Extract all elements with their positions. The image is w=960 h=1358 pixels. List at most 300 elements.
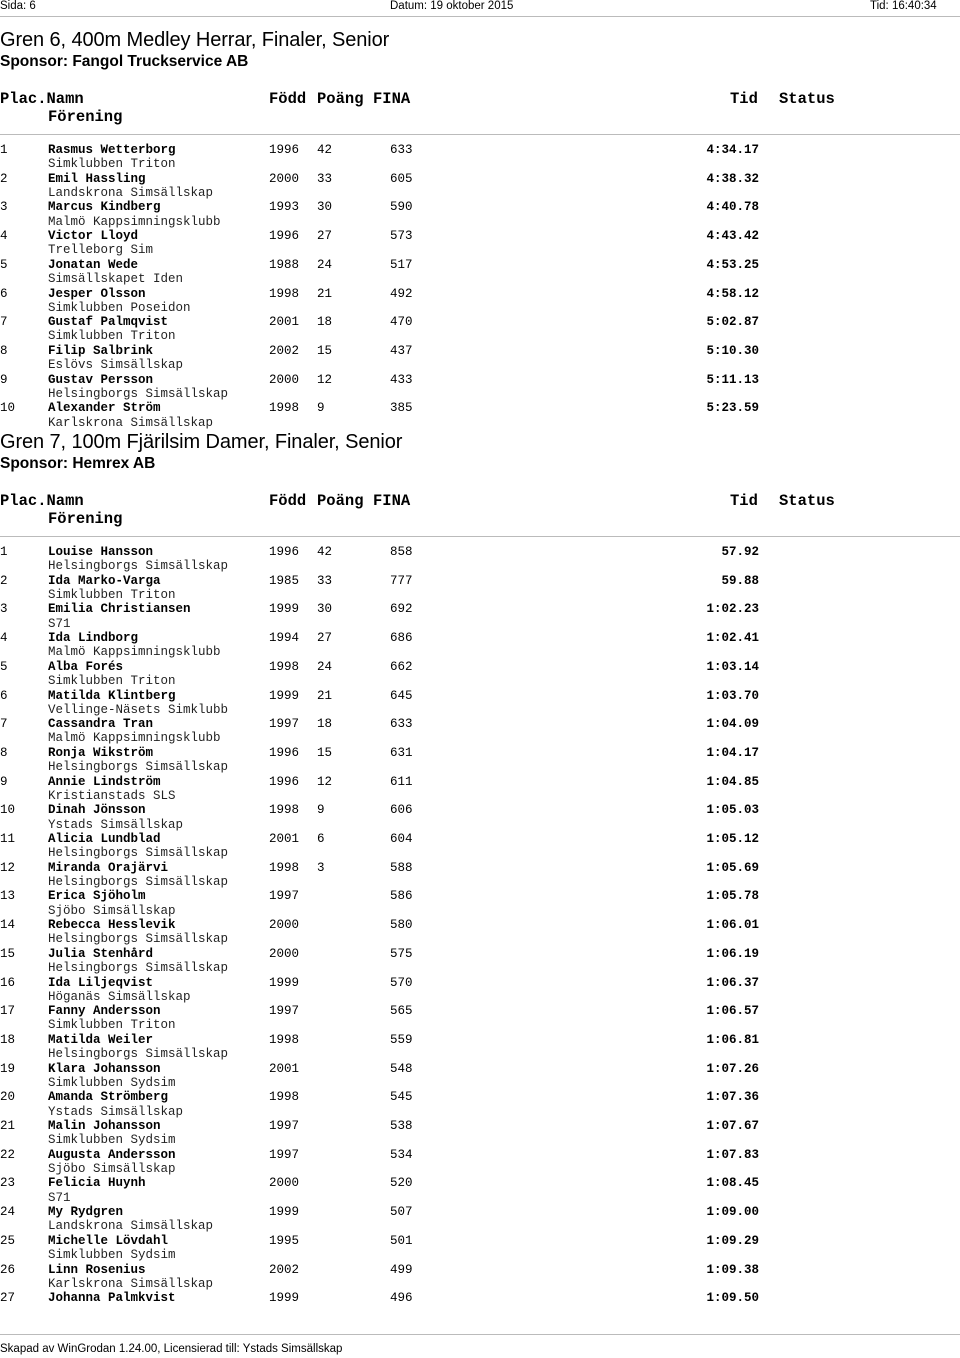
table-row [0,1291,960,1320]
club-name: Simsällskapet Iden [48,272,184,287]
club-name: Malmö Kappsimningsklubb [48,214,221,229]
birth-year-cell: 2002 [269,1262,300,1277]
place-cell: 4 [0,229,8,244]
time-cell: 5:23.59 [706,401,759,416]
swimmer-name: Rebecca Hesslevik [48,918,176,933]
club-name: Simklubben Poseidon [48,300,191,315]
time-cell: 1:09.50 [706,1291,759,1306]
table-row [0,200,960,229]
table-row [0,315,960,344]
swimmer-name: Ida Liljeqvist [48,975,154,990]
table-row [0,401,960,430]
place-cell: 2 [0,171,8,186]
col-poang: Poäng [317,492,364,510]
swimmer-name: Alicia Lundblad [48,832,161,846]
swimmer-name: Filip Salbrink [48,343,154,358]
fina-points-cell: 470 [390,315,413,330]
table-row [0,172,960,201]
birth-year-cell: 2000 [269,1176,300,1191]
table-row [0,574,960,603]
birth-year-cell: 1997 [269,1119,300,1133]
fina-points-cell: 507 [390,1205,413,1220]
place-cell: 1 [0,545,8,559]
birth-year-cell: 1998 [269,1032,300,1047]
swimmer-name: Jonatan Wede [48,257,139,272]
points-cell: 9 [317,803,325,818]
points-cell: 27 [317,229,333,244]
birth-year-cell: 1998 [269,659,300,674]
birth-year-cell: 1996 [269,545,300,559]
club-name: Helsingborgs Simsällskap [48,386,229,401]
fina-points-cell: 575 [390,946,413,961]
table-row [0,976,960,1005]
time-cell: 1:03.70 [706,688,759,703]
birth-year-cell: 1997 [269,717,300,732]
points-cell: 30 [317,602,333,617]
table-row [0,775,960,804]
swimmer-name: Cassandra Tran [48,717,154,732]
swimmer-name: Miranda Orajärvi [48,860,169,875]
time-cell: 4:53.25 [706,257,759,272]
fina-points-cell: 492 [390,286,413,301]
col-plac-namn: Plac.Namn [0,90,84,108]
club-name: Karlskrona Simsällskap [48,1276,214,1291]
col-fina: FINA [373,492,411,510]
table-row [0,1062,960,1091]
points-cell: 30 [317,200,333,215]
place-cell: 14 [0,918,16,933]
place-cell: 26 [0,1262,16,1277]
place-cell: 2 [0,573,8,588]
col-fodd: Född [269,492,307,510]
table-row [0,947,960,976]
table-row [0,746,960,775]
fina-points-cell: 499 [390,1262,413,1277]
fina-points-cell: 534 [390,1147,413,1162]
birth-year-cell: 1998 [269,401,300,416]
swimmer-name: Michelle Lövdahl [48,1233,169,1248]
swimmer-name: Matilda Klintberg [48,688,176,703]
points-cell: 42 [317,143,333,157]
time-cell: 4:38.32 [706,171,759,186]
time-cell: 4:58.12 [706,286,759,301]
time-cell: 1:07.67 [706,1119,759,1133]
place-cell: 15 [0,946,16,961]
swimmer-name: Amanda Strömberg [48,1090,169,1105]
club-name: Landskrona Simsällskap [48,185,214,200]
fina-points-cell: 686 [390,631,413,646]
birth-year-cell: 1998 [269,286,300,301]
place-cell: 8 [0,745,8,760]
table-row [0,344,960,373]
time-cell: 4:40.78 [706,200,759,215]
col-forening: Förening [48,108,123,126]
points-cell: 33 [317,171,333,186]
birth-year-cell: 1997 [269,1004,300,1019]
fina-points-cell: 385 [390,401,413,416]
fina-points-cell: 611 [390,774,413,789]
club-name: Karlskrona Simsällskap [48,415,214,430]
club-name: Simklubben Triton [48,157,176,172]
club-name: Trelleborg Sim [48,243,154,258]
club-name: Helsingborgs Simsällskap [48,1047,229,1062]
table-row [0,631,960,660]
place-cell: 20 [0,1090,16,1105]
place-cell: 18 [0,1032,16,1047]
time-cell: 1:09.29 [706,1233,759,1248]
time-cell: 1:06.37 [706,975,759,990]
time-cell: 1:05.12 [706,832,759,846]
birth-year-cell: 2000 [269,171,300,186]
swimmer-name: Erica Sjöholm [48,889,146,904]
club-name: Malmö Kappsimningsklubb [48,645,221,660]
print-date: Datum: 19 oktober 2015 [390,0,514,12]
club-name: Kristianstads SLS [48,788,176,803]
place-cell: 4 [0,631,8,646]
fina-points-cell: 662 [390,659,413,674]
swimmer-name: Felicia Huynh [48,1176,146,1191]
fina-points-cell: 633 [390,143,413,157]
points-cell: 24 [317,659,333,674]
fina-points-cell: 570 [390,975,413,990]
time-cell: 1:05.69 [706,860,759,875]
place-cell: 3 [0,200,8,215]
swimmer-name: Fanny Andersson [48,1004,161,1019]
table-row [0,258,960,287]
birth-year-cell: 1998 [269,803,300,818]
fina-points-cell: 548 [390,1061,413,1076]
time-cell: 1:06.81 [706,1032,759,1047]
column-rule [0,536,960,537]
swimmer-name: Jesper Olsson [48,286,146,301]
footer-text: Skapad av WinGrodan 1.24.00, Licensierad till: Ystads Simsällskap [0,1343,343,1355]
birth-year-cell: 1997 [269,1147,300,1162]
table-row [0,287,960,316]
points-cell: 33 [317,573,333,588]
time-cell: 1:04.85 [706,774,759,789]
birth-year-cell: 1988 [269,257,300,272]
event-sponsor: Sponsor: Fangol Truckservice AB [0,53,249,70]
club-name: Simklubben Sydsim [48,1075,176,1090]
club-name: Vellinge-Näsets Simklubb [48,702,229,717]
birth-year-cell: 2000 [269,946,300,961]
club-name: Sjöbo Simsällskap [48,1161,176,1176]
table-row [0,373,960,402]
table-row [0,1004,960,1033]
swimmer-name: Ida Marko-Varga [48,573,161,588]
time-cell: 1:05.78 [706,889,759,904]
points-cell: 15 [317,745,333,760]
time-cell: 1:06.57 [706,1004,759,1019]
table-row [0,717,960,746]
place-cell: 5 [0,257,8,272]
place-cell: 10 [0,803,16,818]
swimmer-name: Marcus Kindberg [48,200,161,215]
club-name: Simklubben Triton [48,674,176,689]
birth-year-cell: 2000 [269,918,300,933]
birth-year-cell: 1993 [269,200,300,215]
place-cell: 7 [0,717,8,732]
points-cell: 9 [317,401,325,416]
fina-points-cell: 545 [390,1090,413,1105]
place-cell: 22 [0,1147,16,1162]
event-sponsor: Sponsor: Hemrex AB [0,455,156,472]
club-name: Ystads Simsällskap [48,817,184,832]
place-cell: 19 [0,1061,16,1076]
table-row [0,660,960,689]
swimmer-name: Louise Hansson [48,545,154,559]
club-name: Sjöbo Simsällskap [48,903,176,918]
time-cell: 4:43.42 [706,229,759,244]
swimmer-name: Rasmus Wetterborg [48,143,176,157]
club-name: Simklubben Triton [48,1018,176,1033]
table-row [0,918,960,947]
footer-rule [0,1334,960,1335]
points-cell: 24 [317,257,333,272]
time-cell: 1:07.36 [706,1090,759,1105]
time-cell: 1:09.00 [706,1205,759,1220]
time-cell: 1:08.45 [706,1176,759,1191]
fina-points-cell: 604 [390,832,413,846]
swimmer-name: Julia Stenhård [48,946,154,961]
swimmer-name: Johanna Palmkvist [48,1291,176,1306]
time-cell: 1:06.19 [706,946,759,961]
birth-year-cell: 2000 [269,372,300,387]
points-cell: 15 [317,343,333,358]
page-number: Sida: 6 [0,0,36,12]
fina-points-cell: 496 [390,1291,413,1306]
swimmer-name: Ronja Wikström [48,745,154,760]
swimmer-name: Alexander Ström [48,401,161,416]
table-row [0,1090,960,1119]
table-row [0,602,960,631]
fina-points-cell: 777 [390,573,413,588]
place-cell: 7 [0,315,8,330]
table-row [0,1263,960,1292]
birth-year-cell: 1999 [269,1291,300,1306]
place-cell: 6 [0,286,8,301]
fina-points-cell: 565 [390,1004,413,1019]
club-name: Helsingborgs Simsällskap [48,846,229,861]
place-cell: 1 [0,143,8,157]
table-row [0,1176,960,1205]
table-row [0,143,960,172]
place-cell: 10 [0,401,16,416]
birth-year-cell: 1999 [269,1205,300,1220]
time-cell: 5:02.87 [706,315,759,330]
column-rule [0,134,960,135]
time-cell: 1:04.17 [706,745,759,760]
points-cell: 18 [317,717,333,732]
points-cell: 6 [317,832,325,846]
fina-points-cell: 586 [390,889,413,904]
birth-year-cell: 1998 [269,860,300,875]
swimmer-name: Klara Johansson [48,1061,161,1076]
time-cell: 5:10.30 [706,343,759,358]
club-name: Simklubben Triton [48,587,176,602]
fina-points-cell: 517 [390,257,413,272]
swimmer-name: Dinah Jönsson [48,803,146,818]
points-cell: 12 [317,774,333,789]
fina-points-cell: 633 [390,717,413,732]
fina-points-cell: 606 [390,803,413,818]
club-name: Helsingborgs Simsällskap [48,932,229,947]
club-name: Simklubben Sydsim [48,1133,176,1148]
time-cell: 1:03.14 [706,659,759,674]
fina-points-cell: 520 [390,1176,413,1191]
place-cell: 24 [0,1205,16,1220]
swimmer-name: Matilda Weiler [48,1032,154,1047]
table-row [0,1234,960,1263]
table-row [0,1119,960,1148]
birth-year-cell: 2001 [269,1061,300,1076]
fina-points-cell: 501 [390,1233,413,1248]
birth-year-cell: 2002 [269,343,300,358]
swimmer-name: Augusta Andersson [48,1147,176,1162]
swimmer-name: Malin Johansson [48,1119,161,1133]
place-cell: 16 [0,975,16,990]
time-cell: 1:07.83 [706,1147,759,1162]
fina-points-cell: 433 [390,372,413,387]
time-cell: 1:02.41 [706,631,759,646]
birth-year-cell: 1985 [269,573,300,588]
place-cell: 9 [0,372,8,387]
col-tid: Tid [730,492,758,510]
place-cell: 8 [0,343,8,358]
table-row [0,689,960,718]
place-cell: 27 [0,1291,16,1306]
swimmer-name: Emilia Christiansen [48,602,191,617]
swimmer-name: My Rydgren [48,1205,124,1220]
club-name: Landskrona Simsällskap [48,1219,214,1234]
col-forening: Förening [48,510,123,528]
points-cell: 3 [317,860,325,875]
place-cell: 12 [0,860,16,875]
time-cell: 1:07.26 [706,1061,759,1076]
fina-points-cell: 645 [390,688,413,703]
club-name: Höganäs Simsällskap [48,989,191,1004]
print-time: Tid: 16:40:34 [870,0,937,12]
header-rule [0,16,960,17]
event-title: Gren 7, 100m Fjärilsim Damer, Finaler, Senior [0,431,403,453]
col-status: Status [779,492,835,510]
time-cell: 1:05.03 [706,803,759,818]
club-name: S71 [48,1190,71,1205]
club-name: S71 [48,616,71,631]
fina-points-cell: 580 [390,918,413,933]
club-name: Ystads Simsällskap [48,1104,184,1119]
page-header [0,0,960,12]
table-row [0,1033,960,1062]
col-fodd: Född [269,90,307,108]
fina-points-cell: 692 [390,602,413,617]
club-name: Malmö Kappsimningsklubb [48,731,221,746]
club-name: Helsingborgs Simsällskap [48,874,229,889]
table-row [0,803,960,832]
fina-points-cell: 605 [390,171,413,186]
col-status: Status [779,90,835,108]
time-cell: 1:04.09 [706,717,759,732]
col-poang: Poäng [317,90,364,108]
time-cell: 1:06.01 [706,918,759,933]
table-row [0,861,960,890]
birth-year-cell: 1995 [269,1233,300,1248]
table-row [0,1205,960,1234]
swimmer-name: Alba Forés [48,659,124,674]
place-cell: 9 [0,774,8,789]
place-cell: 17 [0,1004,16,1019]
table-row [0,832,960,861]
birth-year-cell: 1999 [269,602,300,617]
fina-points-cell: 590 [390,200,413,215]
club-name: Helsingborgs Simsällskap [48,760,229,775]
swimmer-name: Ida Lindborg [48,631,139,646]
place-cell: 11 [0,832,16,846]
swimmer-name: Annie Lindström [48,774,161,789]
club-name: Helsingborgs Simsällskap [48,559,229,574]
time-cell: 59.88 [721,573,759,588]
points-cell: 18 [317,315,333,330]
place-cell: 6 [0,688,8,703]
fina-points-cell: 437 [390,343,413,358]
swimmer-name: Linn Rosenius [48,1262,146,1277]
birth-year-cell: 1999 [269,975,300,990]
points-cell: 27 [317,631,333,646]
place-cell: 23 [0,1176,16,1191]
col-tid: Tid [730,90,758,108]
birth-year-cell: 1996 [269,745,300,760]
fina-points-cell: 559 [390,1032,413,1047]
col-fina: FINA [373,90,411,108]
club-name: Simklubben Sydsim [48,1248,176,1263]
table-row [0,545,960,574]
birth-year-cell: 2001 [269,832,300,846]
swimmer-name: Victor Lloyd [48,229,139,244]
swimmer-name: Gustaf Palmqvist [48,315,169,330]
birth-year-cell: 1996 [269,774,300,789]
birth-year-cell: 1996 [269,143,300,157]
place-cell: 21 [0,1119,16,1133]
place-cell: 5 [0,659,8,674]
birth-year-cell: 1997 [269,889,300,904]
club-name: Helsingborgs Simsällskap [48,961,229,976]
time-cell: 57.92 [721,545,759,559]
fina-points-cell: 588 [390,860,413,875]
birth-year-cell: 1996 [269,229,300,244]
time-cell: 5:11.13 [706,372,759,387]
place-cell: 3 [0,602,8,617]
table-row [0,229,960,258]
club-name: Simklubben Triton [48,329,176,344]
time-cell: 4:34.17 [706,143,759,157]
swimmer-name: Gustav Persson [48,372,154,387]
event-title: Gren 6, 400m Medley Herrar, Finaler, Senior [0,29,390,51]
place-cell: 25 [0,1233,16,1248]
swimmer-name: Emil Hassling [48,171,146,186]
fina-points-cell: 573 [390,229,413,244]
points-cell: 12 [317,372,333,387]
time-cell: 1:09.38 [706,1262,759,1277]
points-cell: 21 [317,688,333,703]
table-row [0,1148,960,1177]
birth-year-cell: 1994 [269,631,300,646]
birth-year-cell: 1998 [269,1090,300,1105]
birth-year-cell: 1999 [269,688,300,703]
place-cell: 13 [0,889,16,904]
fina-points-cell: 858 [390,545,413,559]
points-cell: 42 [317,545,333,559]
table-row [0,889,960,918]
